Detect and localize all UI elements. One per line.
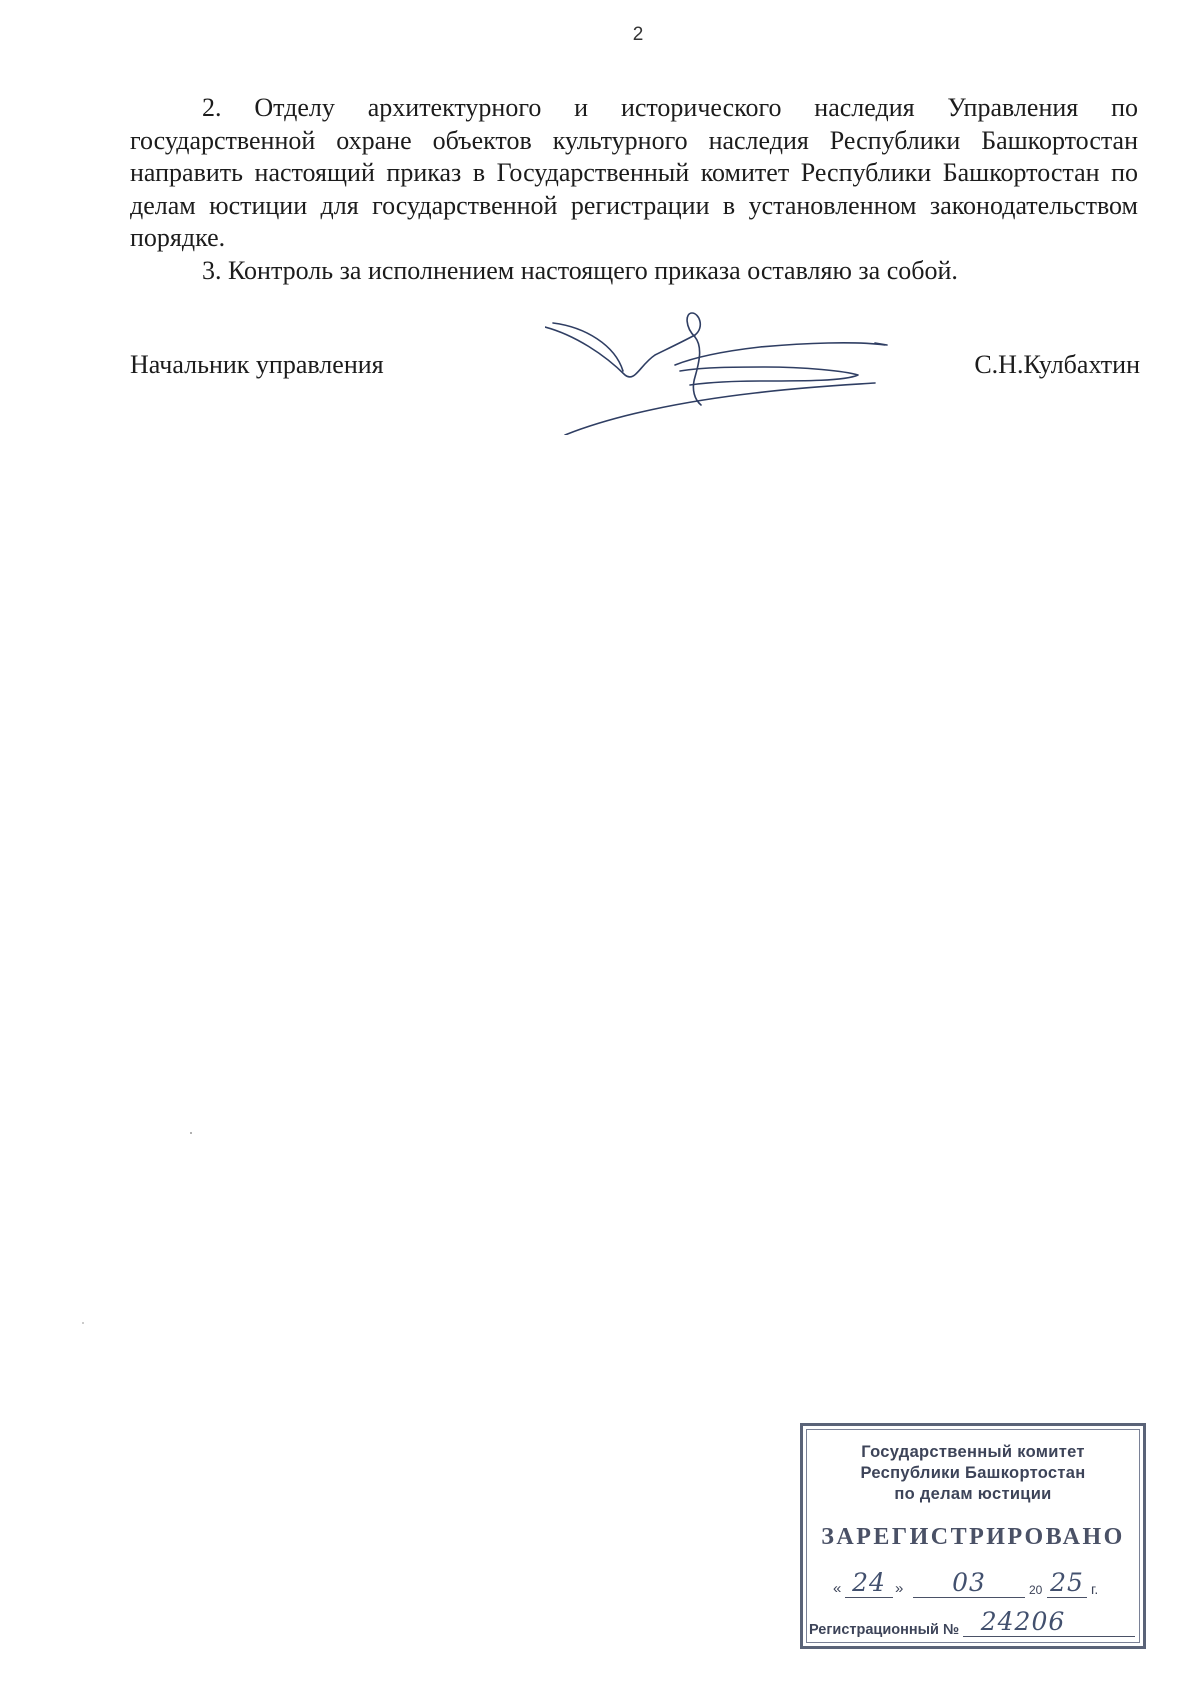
stamp-org-line: Государственный комитет (861, 1443, 1085, 1461)
document-body (130, 92, 1138, 287)
stamp-year-prefix: 20 (1029, 1583, 1043, 1597)
page-number: 2 (632, 24, 644, 45)
stamp-org-line: по делам юстиции (894, 1485, 1052, 1503)
stamp-year-suffix: 25 (1050, 1568, 1084, 1597)
stamp-day: 24 (852, 1568, 886, 1597)
stamp-organization (803, 1442, 1143, 1505)
handwritten-signature (545, 305, 905, 435)
stamp-year-line (1047, 1597, 1087, 1598)
stamp-status: ЗАРЕГИСТРИРОВАНО (821, 1524, 1125, 1550)
stamp-reg-line (963, 1636, 1135, 1637)
stamp-day-line (845, 1597, 893, 1598)
stamp-date-row (803, 1569, 1143, 1603)
signatory-name: С.Н.Кулбахтин (974, 350, 1140, 379)
stamp-month-line (913, 1597, 1025, 1598)
scan-speck (190, 1132, 192, 1134)
registration-stamp (800, 1423, 1146, 1649)
stamp-month: 03 (952, 1568, 986, 1597)
stamp-registration-row (803, 1607, 1143, 1642)
scan-speck (82, 1322, 84, 1324)
paragraph-control-clause: 3. Контроль за исполнением настоящего приказа оставляю за собой. (202, 255, 958, 285)
stamp-org-line: Республики Башкортостан (860, 1464, 1086, 1482)
signatory-position: Начальник управления (130, 350, 384, 379)
stamp-quote-open: « (833, 1580, 842, 1597)
stamp-reg-number: 24206 (980, 1607, 1066, 1636)
stamp-quote-close: » (895, 1580, 904, 1597)
stamp-reg-label: Регистрационный № (809, 1622, 960, 1638)
paragraph-registration-directive: 2. Отделу архитектурного и исторического наследия Управления по государственной охране объектов культурного наследия Республики Башкортостан направить настоящий приказ в Государственный комитет Республики Башкортостан по делам юстиции для государственной регистрации в установленном законодательством порядке. (130, 93, 1138, 252)
stamp-year-unit: г. (1091, 1581, 1099, 1597)
